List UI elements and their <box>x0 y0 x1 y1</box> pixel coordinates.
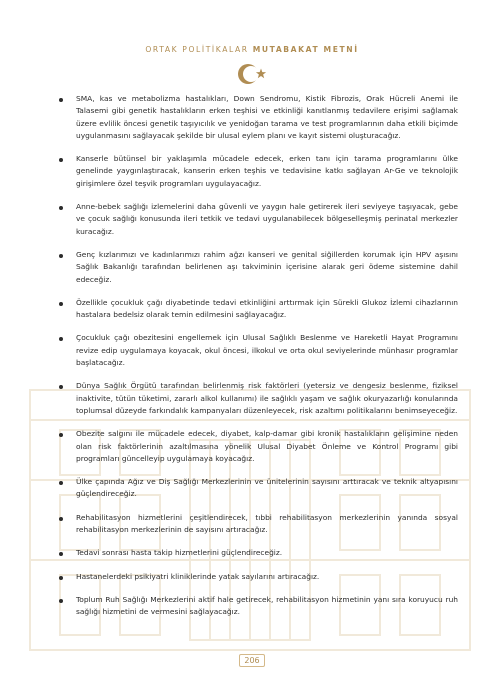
list-item: Özellikle çocukluk çağı diyabetinde tedavi etkinliğini arttırmak için Sürekli Glukoz İzlemi cihazlarının hastalara bedelsiz olarak temin edilmesini sağlayacağız. <box>58 297 458 322</box>
list-item: Genç kızlarımızı ve kadınlarımızı rahim ağzı kanseri ve genital siğillerden korumak için HPV aşısını Sağlık Bakanlığı tarafından belirlenen aşı takviminin içerisine alarak geri ödeme sistemine dahil edeceğiz. <box>58 249 458 286</box>
running-header <box>0 45 504 54</box>
header-title: MUTABAKAT METNİ <box>252 45 359 54</box>
list-item: Kanserle bütünsel bir yaklaşımla mücadele edecek, erken tanı için tarama programlarını ülke genelinde yaygınlaştıracak, kanserin erken teşhis ve tedavisine katkı sağlayan Ar-Ge ve teknolojik girişimlere özel teşvik programları uygulayacağız. <box>58 153 458 190</box>
crescent-star-icon <box>232 61 272 87</box>
list-item: Çocukluk çağı obezitesini engellemek için Ulusal Sağlıklı Beslenme ve Hareketli Hayat Programını revize edip uygulamaya koyacak, okul öncesi, ilkokul ve orta okul seviyelerinde münhasır programlar başlatacağız. <box>58 332 458 369</box>
list-item: Toplum Ruh Sağlığı Merkezlerini aktif hale getirecek, rehabilitasyon hizmetinin yanı sıra koruyucu ruh sağlığı hizmetini de vermesini sağlayacağız. <box>58 594 458 619</box>
list-item: SMA, kas ve metabolizma hastalıkları, Down Sendromu, Kistik Fibrozis, Orak Hücreli Anemi ile Talasemi gibi genetik hastalıkların erken teşhisi ve etkinliği kanıtlanmış tedavilere erişimi sağlamak üzere evlilik öncesi genetik taşıyıcılık ve yenidoğan tarama ve test programlarının daha etkili biçimde uygulanmasını sağlayacak şekilde bir ulusal eylem planı ve kayıt sistemi oluşturacağız. <box>58 93 458 142</box>
list-item: Tedavi sonrası hasta takip hizmetlerini güçlendireceğiz. <box>58 547 458 559</box>
header-prefix: ORTAK POLİTİKALAR <box>145 45 249 54</box>
page-number: 206 <box>239 654 264 667</box>
list-item: Anne-bebek sağlığı izlemelerini daha güvenli ve yaygın hale getirerek ileri seviyeye taşıyacak, gebe ve çocuk sağlığı konusunda ileri tetkik ve tedavi uygulanabilecek bölgeselleşmiş perinatal merkezler kuracağız. <box>58 201 458 238</box>
list-item: Dünya Sağlık Örgütü tarafından belirlenmiş risk faktörleri (yetersiz ve dengesiz beslenme, fiziksel inaktivite, tütün tüketimi, zararlı alkol kullanımı) ile sağlıklı yaşam ve sağlık okuryazarlığı konularında toplumsal düzeyde farkındalık kampanyaları düzenleyecek, risk azaltımı politikalarını benimseyeceğiz. <box>58 380 458 417</box>
list-item: Obezite salgını ile mücadele edecek, diyabet, kalp-damar gibi kronik hastalıkların gelişimine neden olan risk faktörlerinin azaltılmasına yönelik Ulusal Diyabet Önleme ve Kontrol Programı gibi programları güncelleyip uygulamaya koyacağız. <box>58 428 458 465</box>
list-item: Rehabilitasyon hizmetlerini çeşitlendirecek, tıbbi rehabilitasyon merkezlerinin yanında sosyal rehabilitasyon merkezlerinin de sayısını artıracağız. <box>58 512 458 537</box>
list-item: Hastanelerdeki psikiyatri kliniklerinde yatak sayılarını artıracağız. <box>58 571 458 583</box>
list-item: Ülke çapında Ağız ve Diş Sağlığı Merkezlerinin ve ünitelerinin sayısını arttıracak ve teknik altyapısını güçlendireceğiz. <box>58 476 458 501</box>
policy-list <box>58 93 458 630</box>
footer <box>0 648 504 667</box>
